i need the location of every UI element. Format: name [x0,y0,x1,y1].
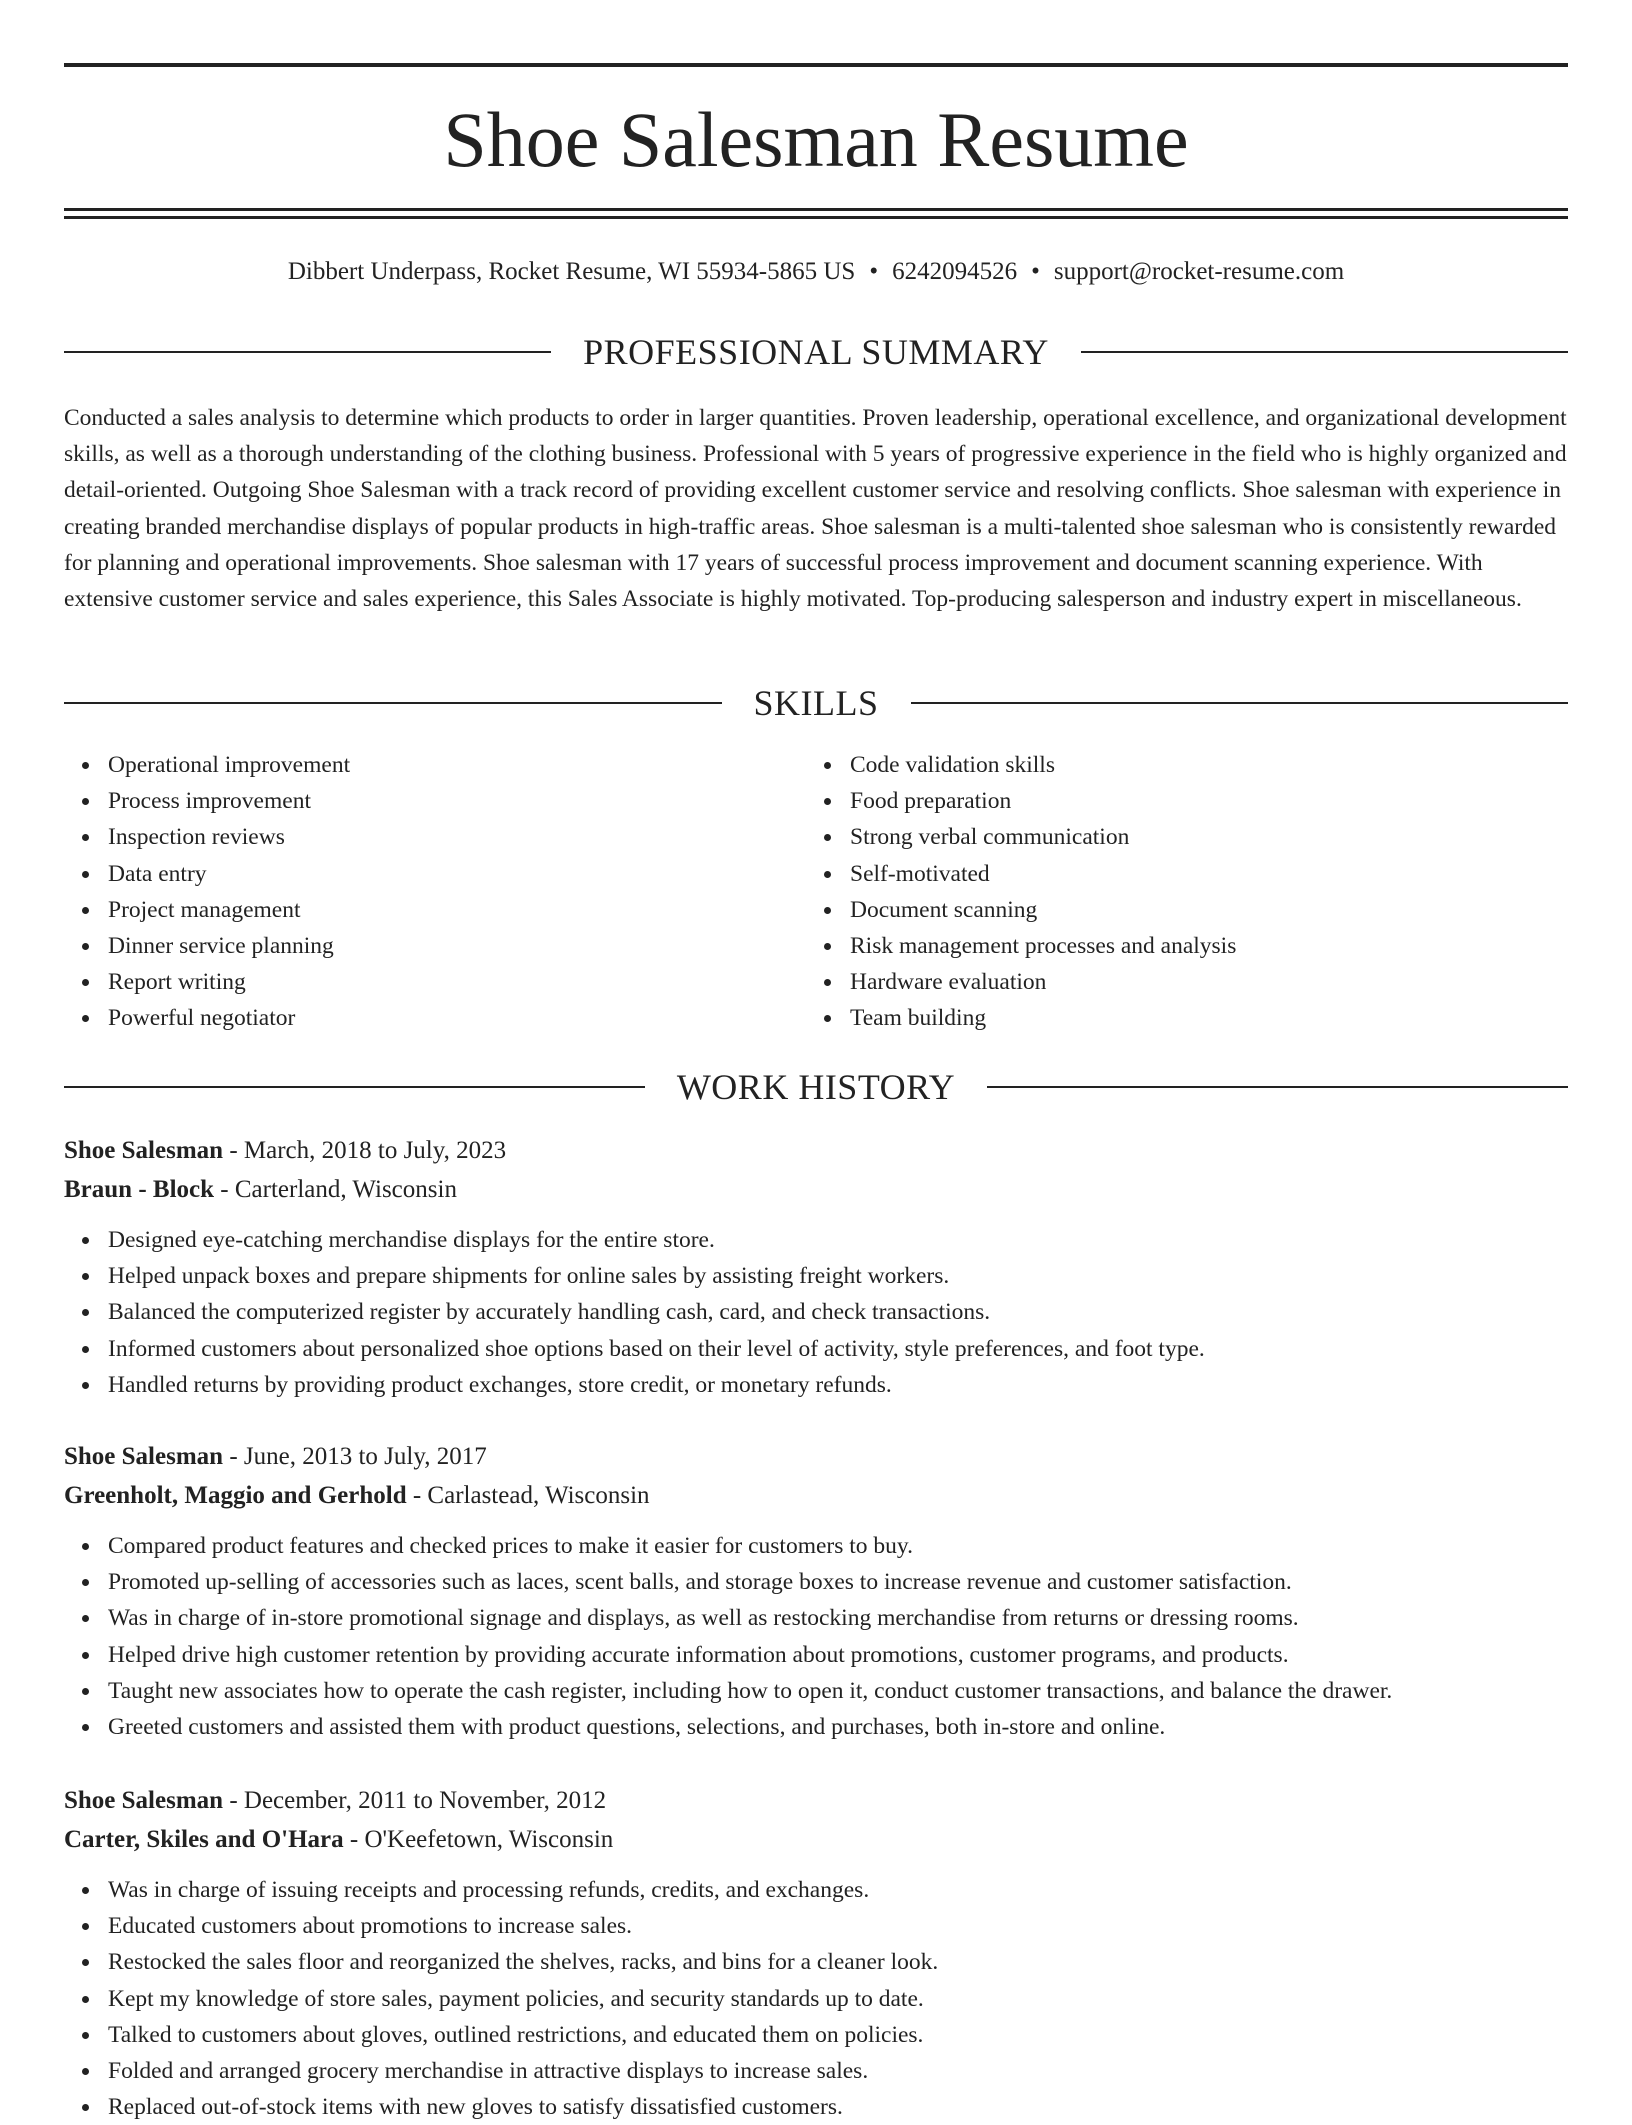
skill-item: Project management [108,892,806,928]
contact-phone: 6242094526 [892,258,1018,285]
job-location: - O'Keefetown, Wisconsin [343,1826,614,1853]
job-title: Shoe Salesman [64,1787,224,1814]
job-duty: Replaced out-of-stock items with new gloves to satisfy dissatisfied customers. [108,2089,1568,2125]
job-company-line [64,1171,1568,1209]
work-heading [64,1065,1568,1109]
job-duty: Promoted up-selling of accessories such as laces, scent balls, and storage boxes to increase revenue and customer satisfaction. [108,1564,1568,1600]
heading-rule-left [64,702,722,704]
skill-item: Process improvement [108,783,806,819]
job-duties [64,1222,1568,1403]
job-company: Carter, Skiles and O'Hara [64,1826,344,1853]
job-duty: Designed eye-catching merchandise displays for the entire store. [108,1222,1568,1258]
job-duty: Helped drive high customer retention by providing accurate information about promotions, customer programs, and products. [108,1637,1568,1673]
skill-item: Operational improvement [108,747,806,783]
job-entry [64,1782,1568,2125]
job-duty: Was in charge of issuing receipts and processing refunds, credits, and exchanges. [108,1872,1568,1908]
title-bottom-rule [64,208,1568,211]
skill-item: Dinner service planning [108,928,806,964]
job-company: Greenholt, Maggio and Gerhold [64,1482,407,1509]
skill-item: Self-motivated [850,856,1548,892]
heading-rule-right [1081,351,1568,353]
skill-item: Inspection reviews [108,819,806,855]
job-duty: Balanced the computerized register by accurately handling cash, card, and check transactions. [108,1294,1568,1330]
job-company-line [64,1821,1568,1859]
job-duty: Restocked the sales floor and reorganized the shelves, racks, and bins for a cleaner look. [108,1944,1568,1980]
title-bottom-rule-second [64,216,1568,219]
contact-email: support@rocket-resume.com [1053,258,1345,285]
job-duty: Handled returns by providing product exchanges, store credit, or monetary refunds. [108,1367,1568,1403]
skills-column-right [806,747,1548,1037]
contact-separator: • [869,258,879,285]
job-duties [64,1528,1568,1745]
work-heading-label: WORK HISTORY [676,1067,956,1107]
title-top-rule [64,63,1568,67]
job-title-line [64,1132,1568,1170]
contact-address: Dibbert Underpass, Rocket Resume, WI 55934-5865 US [287,258,856,285]
skill-item: Code validation skills [850,747,1548,783]
skill-item: Data entry [108,856,806,892]
job-dates: - December, 2011 to November, 2012 [223,1787,607,1814]
job-location: - Carlastead, Wisconsin [406,1482,650,1509]
job-duty: Kept my knowledge of store sales, payment policies, and security standards up to date. [108,1981,1568,2017]
summary-text: Conducted a sales analysis to determine which products to order in larger quantities. Proven leadership, operational excellence, and organizational development skills, as well as a thorough understanding of the clothing business. Professional with 5 years of progressive experience in the field who is highly organized and detail-oriented. Outgoing Shoe Salesman with a track record of providing excellent customer service and resolving conflicts. Shoe salesman with experience in creating branded merchandise displays of popular products in high-traffic areas. Shoe salesman is a multi-talented shoe salesman who is consistently rewarded for planning and operational improvements. Shoe salesman with 17 years of successful process improvement and document scanning experience. With extensive customer service and sales experience, this Sales Associate is highly motivated. Top-producing salesperson and industry expert in miscellaneous. [64,405,1567,613]
skills-column-left [64,747,806,1037]
job-duty: Educated customers about promotions to increase sales. [108,1908,1568,1944]
job-dates: - June, 2013 to July, 2017 [223,1443,487,1470]
job-location: - Carterland, Wisconsin [214,1176,457,1203]
job-company: Braun - Block [64,1176,215,1203]
job-title: Shoe Salesman [64,1137,224,1164]
summary-heading [64,330,1568,374]
job-duty: Helped unpack boxes and prepare shipments for online sales by assisting freight workers. [108,1258,1568,1294]
page-title: Shoe Salesman Resume [443,96,1189,183]
job-duty: Informed customers about personalized shoe options based on their level of activity, style preferences, and foot type. [108,1331,1568,1367]
summary-heading-label: PROFESSIONAL SUMMARY [583,332,1049,372]
job-dates: - March, 2018 to July, 2023 [223,1137,507,1164]
job-duty: Taught new associates how to operate the cash register, including how to open it, conduct customer transactions, and balance the drawer. [108,1673,1568,1709]
job-entry [64,1438,1568,1745]
job-duty: Greeted customers and assisted them with product questions, selections, and purchases, both in-store and online. [108,1709,1568,1745]
job-title-line [64,1782,1568,1820]
skill-item: Powerful negotiator [108,1000,806,1036]
skills-heading [64,681,1568,725]
job-entry [64,1132,1568,1403]
skill-item: Food preparation [850,783,1548,819]
heading-rule-right [987,1086,1568,1088]
job-duty: Compared product features and checked prices to make it easier for customers to buy. [108,1528,1568,1564]
skill-item: Team building [850,1000,1548,1036]
job-title-line [64,1438,1568,1476]
job-duty: Talked to customers about gloves, outlined restrictions, and educated them on policies. [108,2017,1568,2053]
job-duty: Folded and arranged grocery merchandise in attractive displays to increase sales. [108,2053,1568,2089]
contact-line [64,254,1568,290]
skills-list [64,747,1568,1037]
job-title: Shoe Salesman [64,1443,224,1470]
skills-heading-label: SKILLS [753,683,879,723]
heading-rule-left [64,1086,645,1088]
job-duty: Was in charge of in-store promotional signage and displays, as well as restocking merchandise from returns or dressing rooms. [108,1600,1568,1636]
heading-rule-left [64,351,551,353]
skill-item: Document scanning [850,892,1548,928]
job-company-line [64,1477,1568,1515]
skill-item: Risk management processes and analysis [850,928,1548,964]
job-duties [64,1872,1568,2125]
skill-item: Report writing [108,964,806,1000]
heading-rule-right [911,702,1569,704]
skill-item: Hardware evaluation [850,964,1548,1000]
contact-separator: • [1031,258,1040,285]
skill-item: Strong verbal communication [850,819,1548,855]
